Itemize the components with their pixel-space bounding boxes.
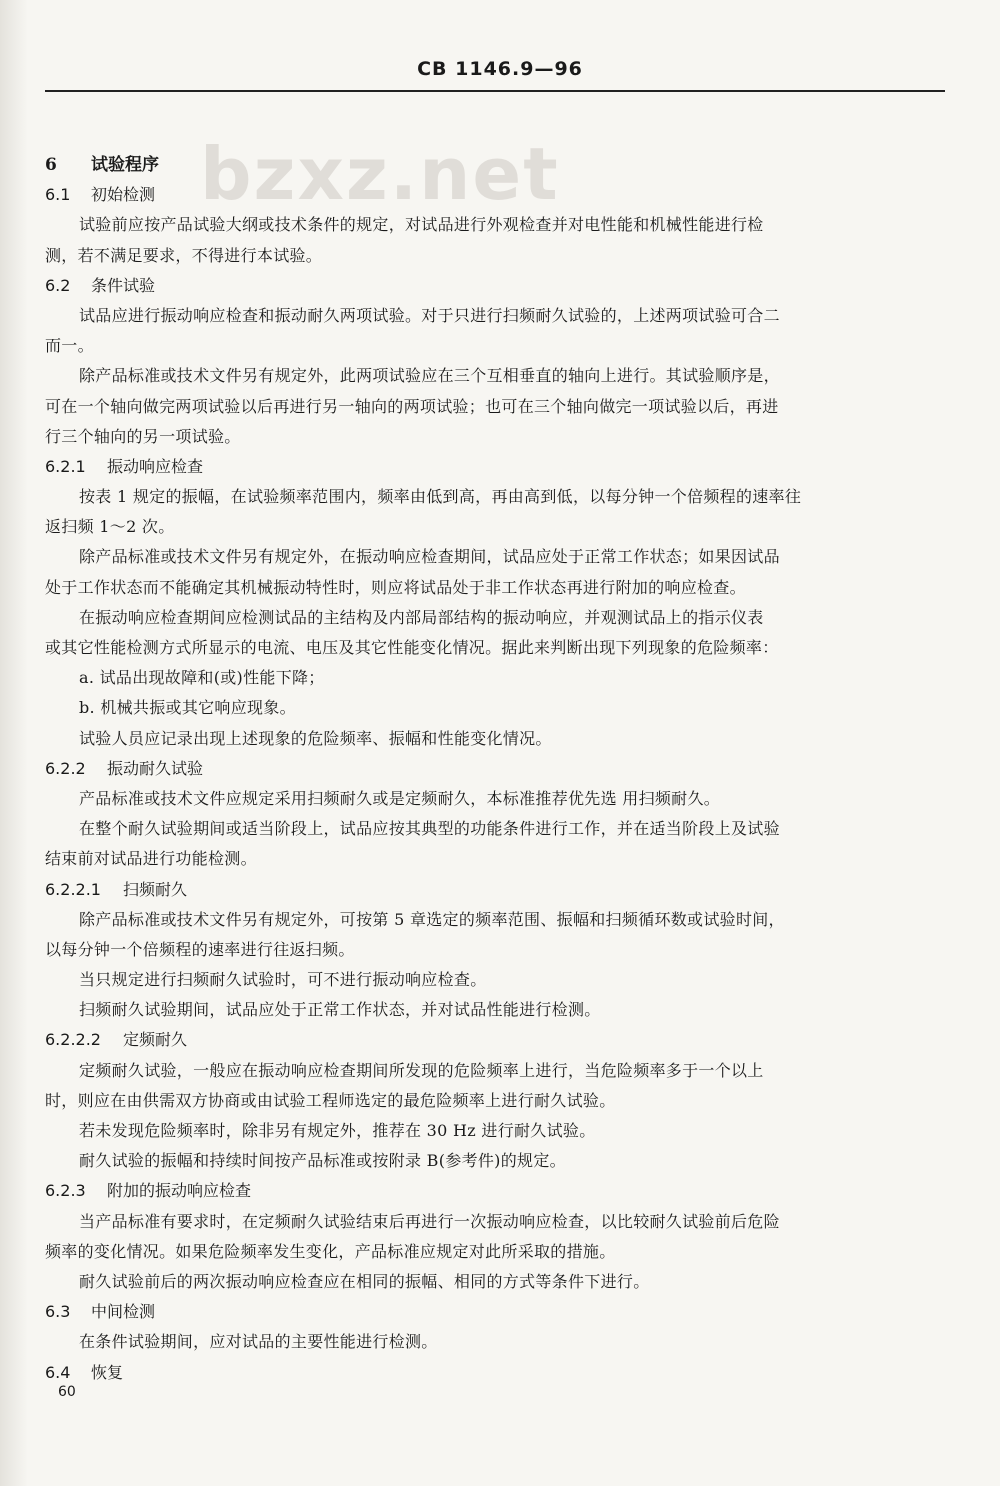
paragraph-line: 试验前应按产品试验大纲或技术条件的规定，对试品进行外观检查并对电性能和机械性能进行检 [79, 215, 764, 235]
section-title: 中间检测 [91, 1302, 156, 1322]
section-number: 6.1 [45, 185, 71, 205]
section-heading-6 [45, 150, 925, 180]
paragraph-line: 若未发现危险频率时，除非另有规定外，推荐在 30 Hz 进行耐久试验。 [79, 1121, 596, 1140]
paragraph-line: 当只规定进行扫频耐久试验时，可不进行振动响应检查。 [79, 970, 487, 990]
section-heading-6-2-1 [45, 452, 925, 482]
paragraph-line: 结束前对试品进行功能检测。 [45, 849, 257, 869]
section-title: 振动响应检查 [107, 456, 204, 476]
section-number: 6.4 [45, 1362, 71, 1382]
section-title: 试验程序 [91, 155, 159, 175]
paragraph-line: 扫频耐久试验期间，试品应处于正常工作状态，并对试品性能进行检测。 [79, 1000, 601, 1020]
paragraph-line: 频率的变化情况。如果危险频率发生变化，产品标准应规定对此所采取的措施。 [45, 1241, 616, 1261]
watermark: bzxz.net [200, 132, 560, 216]
paragraph-line: 测，若不满足要求，不得进行本试验。 [45, 245, 323, 265]
section-number: 6.2.2.2 [45, 1030, 101, 1050]
section-heading-6-2-2-2 [45, 1025, 925, 1055]
section-heading-6-4 [45, 1358, 925, 1388]
paragraph-line: 产品标准或技术文件应规定采用扫频耐久或是定频耐久，本标准推荐优先选 用扫频耐久。 [79, 788, 721, 808]
section-heading-6-2-3 [45, 1176, 925, 1206]
paragraph-line: 除产品标准或技术文件另有规定外，可按第 5 章选定的频率范围、振幅和扫频循环数或试验时间， [79, 909, 785, 929]
section-number: 6.2.3 [45, 1181, 86, 1201]
section-title: 振动耐久试验 [107, 758, 204, 778]
paragraph-line: 或其它性能检测方式所显示的电流、电压及其它性能变化情况。据此来判断出现下列现象的危险频率： [45, 638, 779, 657]
section-number: 6 [45, 155, 57, 175]
section-number: 6.2.2 [45, 758, 86, 778]
list-item-a: a. 试品出现故障和(或)性能下降； [79, 668, 325, 688]
section-title: 扫频耐久 [123, 879, 188, 899]
section-number: 6.2.2.1 [45, 879, 101, 899]
list-item-b: b. 机械共振或其它响应现象。 [79, 698, 296, 718]
paragraph-line: 在整个耐久试验期间或适当阶段上，试品应按其典型的功能条件进行工作，并在适当阶段上及试验 [79, 819, 780, 839]
paragraph-line: 耐久试验前后的两次振动响应检查应在相同的振幅、相同的方式等条件下进行。 [79, 1271, 650, 1291]
paragraph-line: 按表 1 规定的振幅，在试验频率范围内，频率由低到高，再由高到低，以每分钟一个倍频程的速率往 [79, 487, 802, 507]
page-number: 60 [58, 1384, 76, 1400]
section-heading-6-2-2-1 [45, 875, 925, 905]
paragraph-line: 行三个轴向的另一项试验。 [45, 426, 241, 446]
section-heading-6-1 [45, 180, 925, 210]
section-title: 恢复 [91, 1362, 124, 1382]
paragraph-line: 除产品标准或技术文件另有规定外，在振动响应检查期间，试品应处于正常工作状态；如果因试品 [79, 547, 780, 567]
document-body [45, 150, 925, 1388]
standard-code-header: CB 1146.9—96 [417, 58, 583, 80]
paragraph-line: 处于工作状态而不能确定其机械振动特性时，则应将试品处于非工作状态再进行附加的响应检查。 [45, 577, 746, 597]
paragraph-line: 除产品标准或技术文件另有规定外，此两项试验应在三个互相垂直的轴向上进行。其试验顺序是， [79, 366, 780, 386]
paragraph-line: 当产品标准有要求时，在定频耐久试验结束后再进行一次振动响应检查，以比较耐久试验前后危险 [79, 1211, 780, 1231]
paragraph-line: 而一。 [45, 336, 94, 356]
paragraph-line: 在振动响应检查期间应检测试品的主结构及内部局部结构的振动响应，并观测试品上的指示仪表 [79, 607, 764, 627]
paragraph-line: 试品应进行振动响应检查和振动耐久两项试验。对于只进行扫频耐久试验的，上述两项试验可合二 [79, 305, 780, 325]
section-title: 定频耐久 [123, 1030, 188, 1050]
paragraph-line: 返扫频 1～2 次。 [45, 517, 175, 537]
section-number: 6.3 [45, 1302, 71, 1322]
page-edge-shadow [0, 0, 28, 1486]
paragraph-line: 时，则应在由供需双方协商或由试验工程师选定的最危险频率上进行耐久试验。 [45, 1090, 616, 1110]
header-rule [45, 90, 945, 92]
paragraph-line: 可在一个轴向做完两项试验以后再进行另一轴向的两项试验；也可在三个轴向做完一项试验以后，再进 [45, 396, 779, 416]
section-title: 附加的振动响应检查 [107, 1181, 252, 1201]
section-number: 6.2 [45, 275, 71, 295]
paragraph-line: 在条件试验期间，应对试品的主要性能进行检测。 [79, 1332, 438, 1352]
paragraph-line: 以每分钟一个倍频程的速率进行往返扫频。 [45, 939, 355, 959]
section-heading-6-2 [45, 271, 925, 301]
paragraph-line: 试验人员应记录出现上述现象的危险频率、振幅和性能变化情况。 [79, 728, 552, 748]
section-heading-6-3 [45, 1297, 925, 1327]
section-heading-6-2-2 [45, 754, 925, 784]
paragraph-line: 耐久试验的振幅和持续时间按产品标准或按附录 B(参考件)的规定。 [79, 1151, 566, 1171]
paragraph-line: 定频耐久试验，一般应在振动响应检查期间所发现的危险频率上进行，当危险频率多于一个以上 [79, 1060, 764, 1080]
section-number: 6.2.1 [45, 456, 86, 476]
section-title: 条件试验 [91, 275, 156, 295]
section-title: 初始检测 [91, 185, 156, 205]
